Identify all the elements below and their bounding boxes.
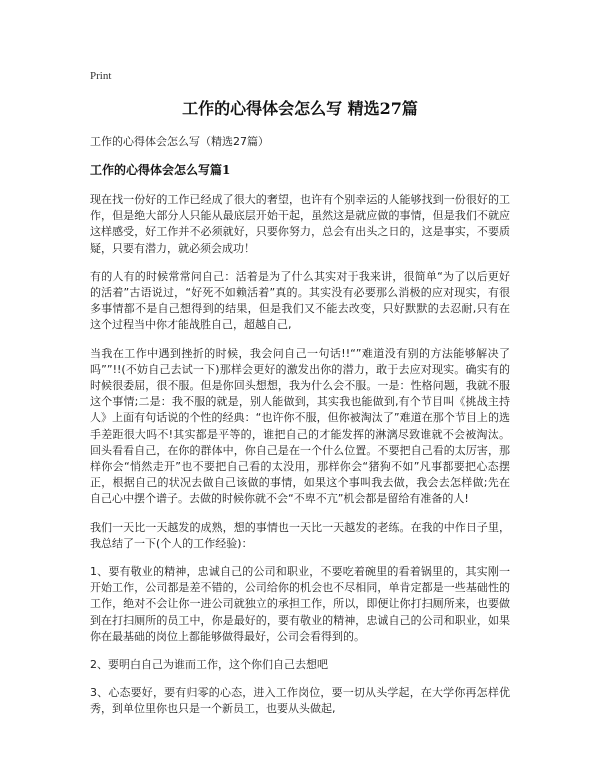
paragraph-3: 当我在工作中遇到挫折的时候，我会问自己一句话!!“”难道没有别的方法能够解决了吗””!!(不妨自己去试一下)那样会更好的激发出你的潜力，敢于去应对现实。确实有的时候很委屈，很不服。但是你回头想想，我为什么会不服。一是：性格问题，我就不服这个事情;二是：我不服的就是，别人能做到，其实我也能做到,有个节目叫《挑战主持人》上面有句话说的个性的经典：“也许你不服，但你被淘汰了”难道在那个节目上的选手差距很大吗不!其实都是平等的，谁把自己的才能发挥的淋漓尽致谁就不会被淘汰。回头看看自己，在你的群体中，你自己是在一个什么位置。不要把自己看的太厉害，那样你会“悄然走开”也不要把自己看的太没用，那样你会“猪狗不如”凡事都要把心态摆正，根据自己的状况去做自己该做的事情，如果这个事叫我去做，我会去怎样做;先在自己心中摆个谱子。去做的时候你就不会“不卑不亢”机会都是留给有准备的人! [90,346,510,506]
print-label[interactable]: Print [90,70,112,82]
paragraph-6: 2、要明白自己为谁而工作，这个你们自己去想吧 [90,658,328,672]
paragraph-4: 我们一天比一天越发的成熟，想的事情也一天比一天越发的老练。在我的中作日子里，我总结了一下(个人的工作经验)： [90,520,510,550]
paragraph-2: 有的人有的时候常常问自己：活着是为了什么其实对于我来讲，很简单“为了以后更好的活着”古语说过，“好死不如赖活着”真的。其实没有必要那么消极的应对现实，有很多事情都不是自己想得到的结果，但是我们又不能去改变，只好默默的去忍耐,只有在这个过程当中你才能战胜自己，超越自己, [90,269,510,332]
section-heading: 工作的心得体会怎么写篇1 [90,163,231,177]
document-title: 工作的心得体会怎么写 精选27篇 [182,99,418,118]
paragraph-5: 1、要有敬业的精神，忠诚自己的公司和职业，不要吃着碗里的看着锅里的，其实刚一开始工作，公司都是差不错的，公司给你的机会也不尽相同，单肯定都是一些基础性的工作，绝对不会让你一进公司就独立的承担工作，所以，即便让你打扫厕所来，也要做到在打扫厕所的员工中，你是最好的，要有敬业的精神，忠诚自己的公司和职业，如果你在最基础的岗位上都能够做得最好，公司会看得到的。 [90,565,510,643]
document-subtitle: 工作的心得体会怎么写（精选27篇） [90,135,269,148]
paragraph-7: 3、心态要好，要有归零的心态，进入工作岗位，要一切从头学起，在大学你再怎样优秀，到单位里你也只是一个新员工，也要从头做起, [90,686,510,716]
paragraph-1: 现在找一份好的工作已经成了很大的奢望，也许有个别幸运的人能够找到一份很好的工作，但是绝大部分人只能从最底层开始干起，虽然这是就应做的事情，但是我们不就应这样感受，好工作并不必须就好，只要你努力，总会有出头之日的，这是事实，不要质疑，只要有潜力，就必须会成功！ [90,193,510,255]
